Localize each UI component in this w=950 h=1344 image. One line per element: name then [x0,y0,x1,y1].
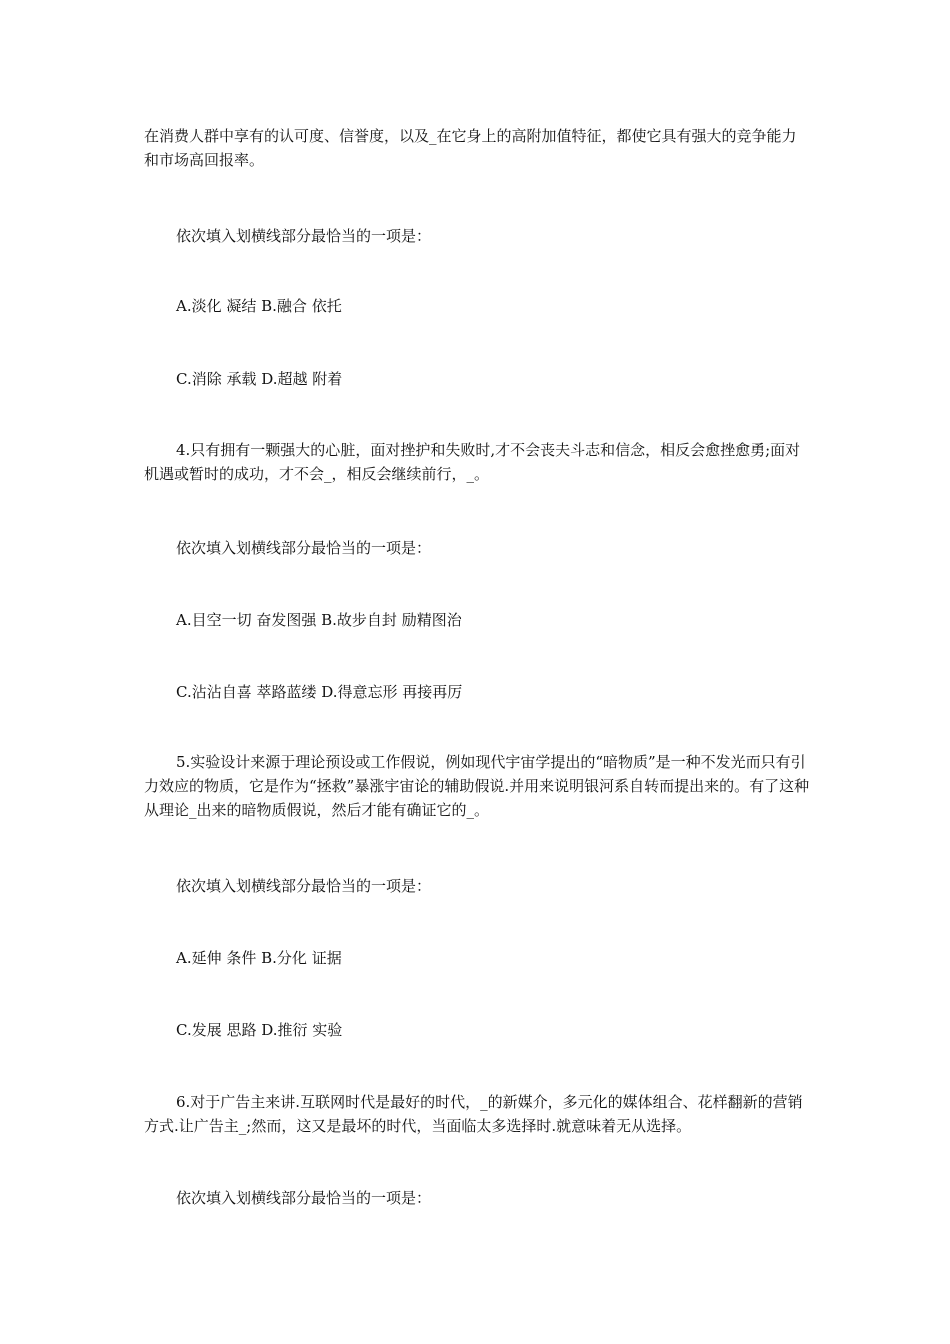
options-line-ab: A.淡化 凝结 B.融合 依托 [176,297,342,315]
options-line-cd: C.消除 承载 D.超越 附着 [176,370,343,388]
options-line-ab: A.目空一切 奋发图强 B.故步自封 励精图治 [176,611,462,629]
question-4-text: 4.只有拥有一颗强大的心脏，面对挫护和失败时,才不会丧夫斗志和信念，相反会愈挫愈勇;面对机遇或暂时的成功，才不会_，相反会继续前行，_。 [144,441,801,483]
question-5-text: 5.实验设计来源于理论预设或工作假说，例如现代宇宙学提出的“暗物质”是一种不发光而只有引力效应的物质，它是作为“拯救”暴涨宇宙论的辅助假说.并用来说明银河系自转而提出来的。有了这种从理论_出来的暗物质假说，然后才能有确证它的_。 [144,753,810,819]
passage-continuation: 在消费人群中享有的认可度、信誉度，以及_在它身上的高附加值特征，都使它具有强大的竞争能力和市场高回报率。 [144,127,797,169]
question-prompt: 依次填入划横线部分最恰当的一项是： [176,1189,432,1207]
question-prompt: 依次填入划横线部分最恰当的一项是： [176,227,432,245]
question-prompt: 依次填入划横线部分最恰当的一项是： [176,877,432,895]
options-line-cd: C.沾沾自喜 萃路蓝缕 D.得意忘形 再接再厉 [176,683,463,701]
options-line-cd: C.发展 思路 D.推衍 实验 [176,1021,343,1039]
question-prompt: 依次填入划横线部分最恰当的一项是： [176,539,432,557]
question-6-text: 6.对于广告主来讲.互联网时代是最好的时代，_的新媒介，多元化的媒体组合、花样翻新的营销方式.让广告主_;然而，这又是最坏的时代，当面临太多选择时.就意味着无从选择。 [144,1093,803,1135]
options-line-ab: A.延伸 条件 B.分化 证据 [176,949,342,967]
